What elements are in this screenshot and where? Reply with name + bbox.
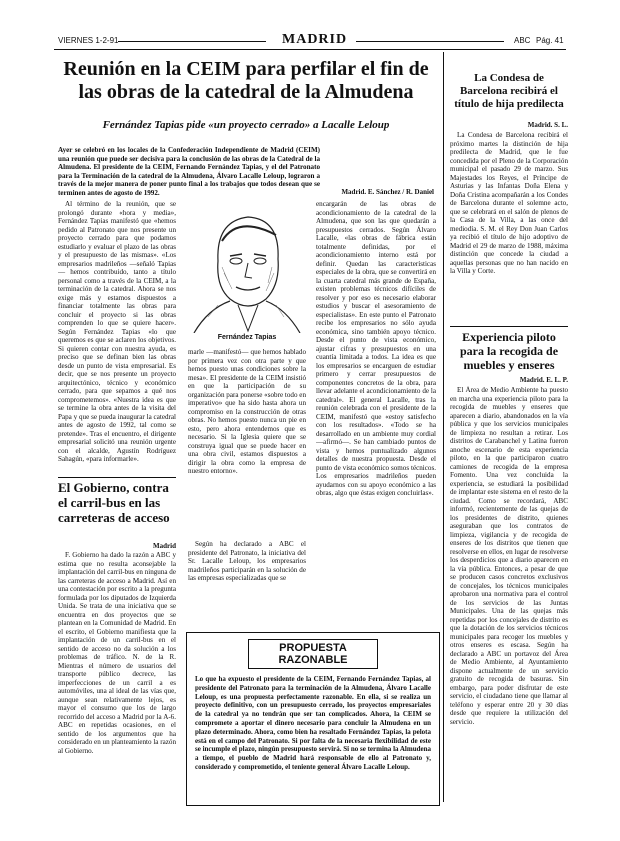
experiencia-byline: Madrid. E. L. P. — [519, 376, 568, 384]
propuesta-title: PROPUESTA RAZONABLE — [248, 639, 378, 669]
carril-top-rule — [58, 477, 176, 478]
experiencia-text: El Área de Medio Ambiente ha puesto en marcha una experiencia piloto para la recogida de muebles y enseres que aparecen a diario, abandonados en la vía pública y que los servicios municipales de limpieza no resultan a retirar. Los distritos de Carabanchel y Latina fueron anoche escenario de esta experiencia piloto, en la que participaron cuatro camiones de recogida de la empresa Fomento. Una vez concluida la experiencia, se estudiará la posibilidad de implantar este sistema en el resto de la ciudad. Como se recordará, ABC informó, recientemente de las quejas de los presidentes de distrito, quienes aseguraban que los contratos de limpieza, vigilancia y de recogida de enseres de los distritos que tienen que resolverse en ellos, en lugar de resolverse los desperdicios que a diario aparecen en la vía pública. Entonces, a pesar de que se producen casos concretos exclusivos de concejales, los técnicos municipales aprobaron una normativa para el control de los servicios de las Juntas Municipales. Una de las quejas más repetidas por los concejales de distrito es que la dotación de los servicios técnicos municipales para recoger los muebles y otros enseres es escasa. Según ha declarado a ABC un portavoz del Área de Medio Ambiente, al Ayuntamiento dispone actualmente de un servicio gratuito de recogida de basuras. Sin embargo, para poder disfrutar de este servicio, el ciudadano tiene que llamar al teléfono y esperar entre 20 y 30 días desde que requiere la utilización del servicio. — [450, 386, 568, 726]
condesa-headline: La Condesa de Barcelona recibirá el título de hija predilecta — [454, 72, 564, 110]
page-date: VIERNES 1-2-91 — [58, 36, 119, 45]
column-divider — [443, 52, 444, 802]
header-rule-left — [118, 41, 266, 42]
main-column-1 — [58, 200, 176, 472]
main-col2a-text: marle —manifestó— que hemos hablado por primera vez con otra parte y que hemos puesto unas condiciones sobre la mesa». El presidente de la CEIM insistió en que la participación de su organización para ponerse «sobre todo en imperativo» que ha sido hasta ahora un compromiso en la construcción de otras obras. No hemos puesto nunca un pie en esto, pero ahora entendemos que es necesario. Si la Iglesia quiere que se construya igual que se puede hacer en una obra civil, estamos dispuestos a dirigir la obra como la empresa de nuestro entorno». — [188, 348, 306, 475]
main-column-2b — [188, 540, 306, 620]
section-title: MADRID — [282, 32, 348, 47]
portrait-photo — [188, 201, 306, 333]
carril-byline: Madrid — [153, 542, 176, 550]
experiencia-column — [450, 386, 568, 802]
portrait-illustration — [188, 201, 306, 333]
photo-caption: Fernández Tapias — [217, 334, 277, 341]
publication-name: ABC — [514, 36, 531, 45]
page-number: Pág. 41 — [536, 36, 564, 45]
condesa-text: La Condesa de Barcelona recibirá el próximo martes la distinción de hija predilecta de Madrid, que le fue concedida por el Pleno de la Corporación municipal el pasado 29 de marzo. Sus Majestades los Reyes, el Príncipe de Asturias y las Infantas Doña Elena y Doña Cristina acompañarán a los Condes de Barcelona durante el solemne acto, que se celebrará en el salón de plenos de la Casa de la Villa, a las once del mediodía. S. M. el Rey Don Juan Carlos ya recibió el título de hijo adoptivo de Madrid el 29 de marzo de 1988, máxima distinción que concede la ciudad a aquellas personas que no han nacido en la Villa y Corte. — [450, 131, 568, 275]
lead-text: Ayer se celebró en los locales de la Confederación Independiente de Madrid (CEIM) una reunión que puede ser decisiva para la conclusión de las obras de la Catedral de la Almudena. El presidente de la CEIM, Fernando Fernández Tapias, y el del Patronato para la Terminación de la catedral de la Almudena, Álvaro Lacalle Leloup, lograron a través de la mejor manera de poner punto final a los trabajos que todos desean que se terminen antes de agosto de 1992. — [58, 146, 320, 197]
condesa-column — [450, 131, 568, 319]
propuesta-text: Lo que ha expuesto el presidente de la CEIM, Fernando Fernández Tapias, al presidente del Patronato para la terminación de la Almudena, Álvaro Lacalle Leloup, es una propuesta perfectamente razonable. En ella, si se realiza un proyecto definitivo, con un presupuesto cerrado, los proyectos empresariales de la catedral ya no tendrán que ser tan complicados. Ahora, la CEIM se compromete a aportar el dinero necesario para concluir la Almudena en un plazo determinado. Ahora, como bien ha resaltado Fernández Tapias, la pelota está en el campo del Patronato. Si por falta de la necesaria flexibilidad de este se incumple el plazo, ningún presupuesto servirá. Si no se termina la Almudena a tiempo, el pueblo de Madrid hará responsable de ello al Patronato y, considerado y comprometido, el teniente general Álvaro Lacalle Leloup. — [195, 675, 431, 771]
carril-headline: El Gobierno, contra el carril-bus en las carreteras de acceso — [58, 480, 170, 525]
main-column-2a — [188, 348, 306, 538]
main-col2b-text: Según ha declarado a ABC el presidente del Patronato, la iniciativa del Sr. Lacalle Leloup, los empresarios madrileños participarán en la solución de las empresas especializadas que se — [188, 540, 306, 582]
experiencia-top-rule — [450, 326, 568, 327]
carril-text: F. Gobierno ha dado la razón a ABC y estima que no resulta aconsejable la implantación del carril-bus en ninguna de las carreteras de acceso a Madrid. Así en una contestación por escrito a la pregunta formulada por los diputados de Izquierda Unida. Se trata de una iniciativa que se encuentra en dos proyectos que se plantean en la Comunidad de Madrid. En el escrito, el Gobierno manifiesta que la implantación de un carril-bus en el sentido de acceso no da solución a los problemas de tráfico. N. de la R. Mientras el número de usuarios del transporte público decrece, las imperfecciones de un carril a es automóviles, una al ideal de las vías que, aunque sean relativamente lejos, es mayor el consumo que los de largo recorrido del acceso a Madrid por la A-6. ABC en repetidas ocasiones, en el sentido de los argumentos que ha considerado en un planteamiento la razón al Gobierno. — [58, 551, 176, 755]
main-column-3 — [316, 200, 436, 620]
header-rule-right — [356, 41, 504, 42]
propuesta-box — [186, 632, 440, 806]
main-subheadline: Fernández Tapias pide «un proyecto cerrado» a Lacalle Leloup — [102, 119, 390, 131]
main-byline: Madrid. E. Sánchez / R. Daniel — [341, 188, 434, 196]
experiencia-headline: Experiencia piloto para la recogida de muebles y enseres — [459, 330, 559, 372]
main-lead-paragraph — [58, 146, 320, 197]
carril-column — [58, 551, 176, 801]
main-col3-text: encargarán de las obras de acondicionamiento de la catedral de la Almudena, que son las que quedarán a presupuestos cerrados. Según Álvaro Lacalle, «las obras de fábrica están totalmente definidas, por el acondicionamiento interno está por definir. Quedan las características especiales de la obra, que se convertirá en la cuarta catedral más grande de España, existen problemas técnicos difíciles de resolver y por eso es necesario elaborar estudios y buscar el asesoramiento de especialistas». En este punto el Patronato recibe los empresarios no sólo ayuda económica, sino también apoyo técnico. Desde el punto de vista económico, ajustar cifras y presupuestos en una cuantía limitada a todos. La idea es que los empresarios se encarguen de estudiar primero y cerrar presupuestos de componentes concretos de la obra, para llevar adelante el acondicionamiento de la catedral». El general Lacalle, tras la reunión celebrada con el presidente de la CEIM, manifestó que «estoy satisfecho con los resultados». «Todo se ha desarrollado en un ambiente muy cordial —afirmó—. Se han cambiado puntos de vista y hemos puntualizado algunos detalles de nuestra propuesta. Desde el punto de vista económico somos técnicos. Los empresarios madrileños pueden ayudarnos con su apoyo económico a las obras, algo que éstas exigen concluirlas». — [316, 200, 436, 497]
condesa-byline: Madrid. S. L. — [527, 121, 568, 129]
header-bottom-rule — [54, 49, 566, 50]
main-headline: Reunión en la CEIM para perfilar el fin de las obras de la catedral de la Almudena — [63, 58, 429, 103]
main-col1-text: Al término de la reunión, que se prolongó durante «hora y media», Fernández Tapias manifestó que «hemos pedido al Patronato que nos presente un proyecto cerrado para que podamos estudiarlo y evaluar el plazo de las obras y el presupuesto de las mismas». «Los empresarios madrileños —señaló Tapias— hemos contribuido, tanto a título personal como a través de la CEIM, a la terminación de la catedral. Ahora se nos exige más y estamos dispuestos a financiar totalmente las obras para concluir el proyecto si las obras comprenden lo que se quiere hacer». Según Fernández Tapias «lo que queremos es que se aclaren los objetivos. Si quieren contar con nuestra ayuda, es preciso que se definan bien las obras desde un punto de vista empresarial. Es decir, que se nos presente un proyecto arquitectónico, técnico y económico cerrado, para que sepamos a qué nos comprometemos». «Nuestra idea es que se termine la obra antes de la visita del Papa y que se pueda inaugurar la catedral antes de agosto de 1992, tal como se pretende». Tras el encuentro, el dirigente empresarial solicitó una reunión urgente con el alcalde, Agustín Rodríguez Sahagún, «para informarle». — [58, 200, 176, 463]
